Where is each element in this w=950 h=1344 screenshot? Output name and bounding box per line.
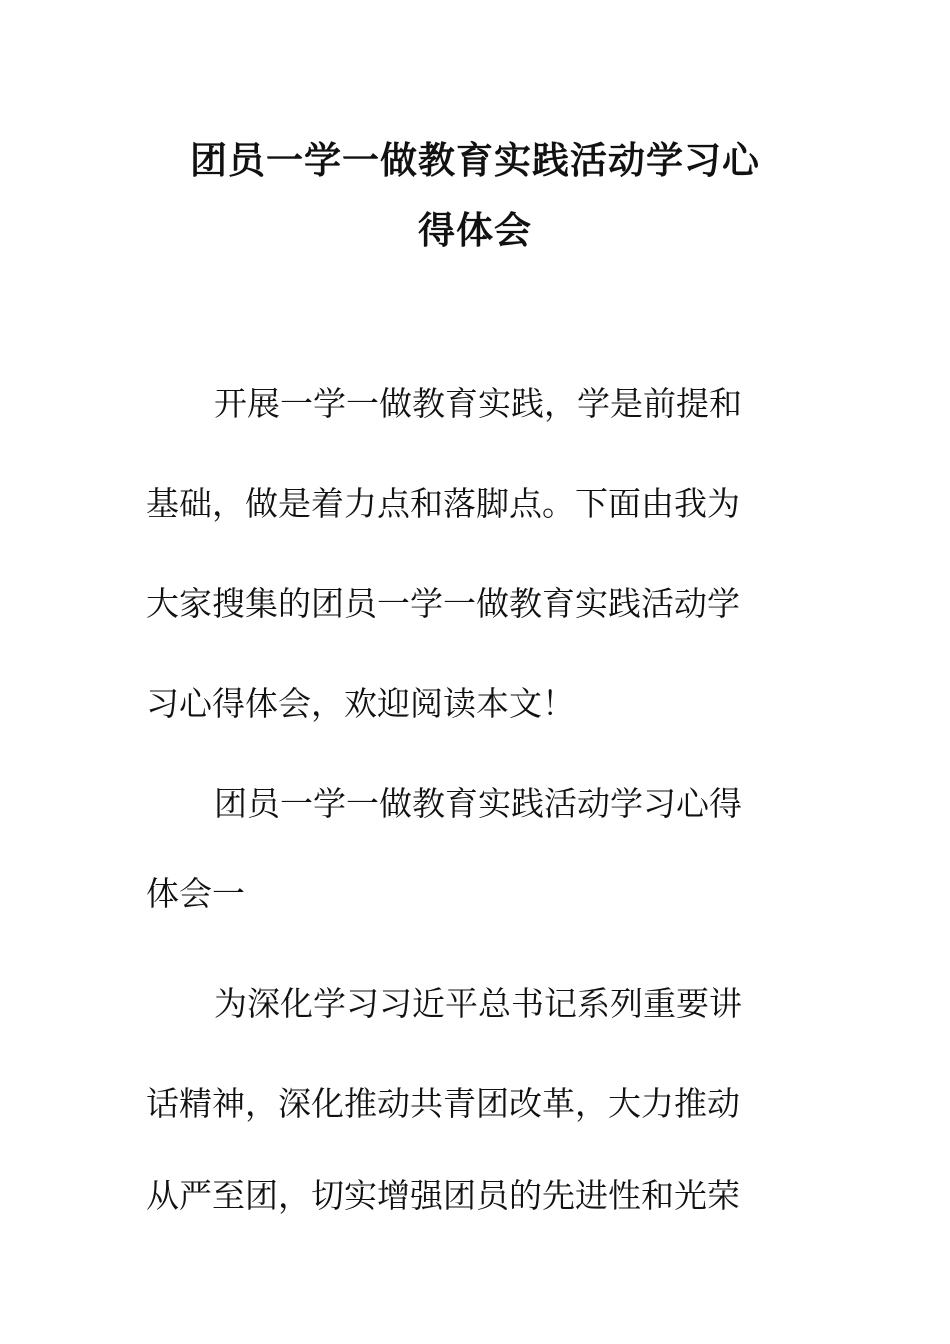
paragraph-line: 习心得体会，欢迎阅读本文！	[146, 684, 575, 723]
paragraph-line: 从严至团，切实增强团员的先进性和光荣	[146, 1176, 740, 1215]
paragraph-line: 开展一学一做教育实践，学是前提和	[214, 384, 742, 423]
paragraph-line: 大家搜集的团员一学一做教育实践活动学	[146, 584, 740, 623]
paragraph-line: 基础，做是着力点和落脚点。下面由我为	[146, 484, 740, 523]
document-title-line-2: 得体会	[418, 209, 532, 252]
section-heading-line: 团员一学一做教育实践活动学习心得	[214, 784, 742, 823]
paragraph-line: 话精神，深化推动共青团改革，大力推动	[146, 1084, 740, 1123]
document-title-line-1: 团员一学一做教育实践活动学习心	[190, 139, 760, 182]
paragraph-line: 为深化学习习近平总书记系列重要讲	[214, 984, 742, 1023]
section-heading-line: 体会一	[146, 874, 245, 913]
